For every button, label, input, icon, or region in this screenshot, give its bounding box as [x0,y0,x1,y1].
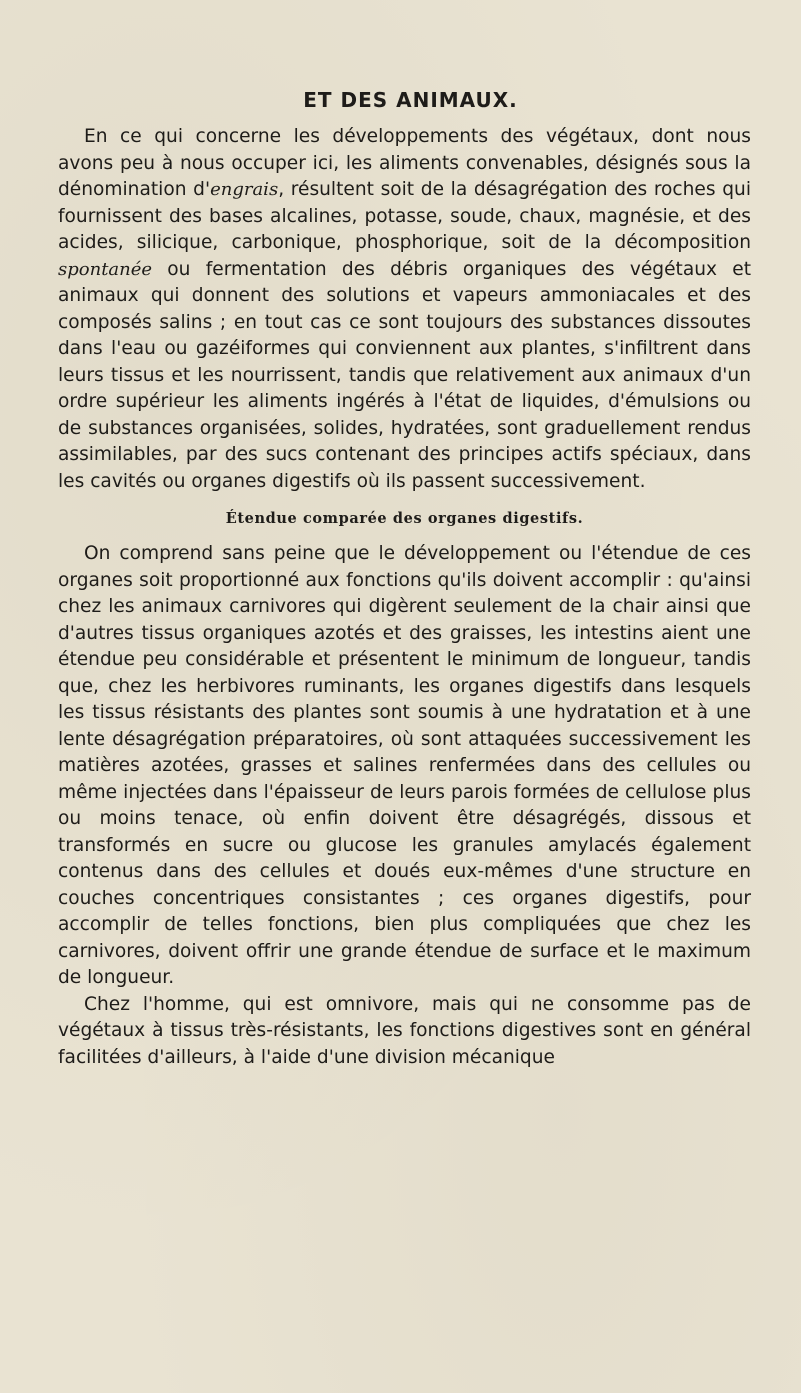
paragraph-1 [58,124,751,495]
body-text [58,124,751,1071]
paragraph-1-text-c: ou fermentation des débris organiques des végétaux et animaux qui donnent des solutions et vapeurs ammoniacales et des composés salins ; en tout cas ce sont toujours des substances dissoutes dans l'eau ou gazéiformes qui conviennent aux plantes, s'infiltrent dans leurs tissus et les nourrissent, tandis que relativement aux animaux d'un ordre supérieur les aliments ingérés à l'état de liquides, d'émulsions ou de substances organisées, solides, hydratées, sont graduellement rendus assimilables, par des sucs contenant des principes actifs spéciaux, dans les cavités ou organes digestifs où ils passent successivement. [58,258,751,492]
paragraph-3: Chez l'homme, qui est omnivore, mais qui ne consomme pas de végétaux à tissus très-résistants, les fonctions digestives sont en général facilitées d'ailleurs, à l'aide d'une division mécanique [58,993,751,1068]
paragraph-1-italic-engrais: engrais [210,179,279,200]
paragraph-1-text-a: En ce qui concerne les développements des végétaux, dont nous avons peu à nous occuper ici, les aliments convenables, désignés sous la dénomination d' [58,126,751,200]
paragraph-1-text-b: , résultent soit de la désagrégation des roches qui fournissent des bases alcalines, potasse, soude, chaux, magnésie, et des acides, silicique, carbonique, phosphorique, soit de la décomposition [58,179,751,253]
paragraph-2: On comprend sans peine que le développement ou l'étendue de ces organes soit proportionné aux fonctions qu'ils doivent accomplir : qu'ainsi chez les animaux carnivores qui digèrent seulement de la chair ainsi que d'autres tissus organiques azotés et des graisses, les intestins aient une étendue peu considérable et présentent le minimum de longueur, tandis que, chez les herbivores ruminants, les organes digestifs dans lesquels les tissus résistants des plantes sont soumis à une hydratation et à une lente désagrégation préparatoires, où sont attaquées successivement les matières azotées, grasses et salines renfermées dans des cellules ou même injectées dans l'épaisseur de leurs parois formées de cellulose plus ou moins tenace, où enfin doivent être désagrégés, dissous et transformés en sucre ou glucose les granules amylacés également contenus dans des cellules et doués eux-mêmes d'une structure en couches concentriques consistantes ; ces organes digestifs, pour accomplir de telles fonctions, bien plus compliquées que chez les carnivores, doivent offrir une grande étendue de surface et le maximum de longueur. [58,543,751,988]
running-head: ET DES ANIMAUX. [303,88,518,112]
section-heading: Étendue comparée des organes digestifs. [225,510,584,527]
paragraph-1-italic-spontanee: spontanée [58,258,153,280]
